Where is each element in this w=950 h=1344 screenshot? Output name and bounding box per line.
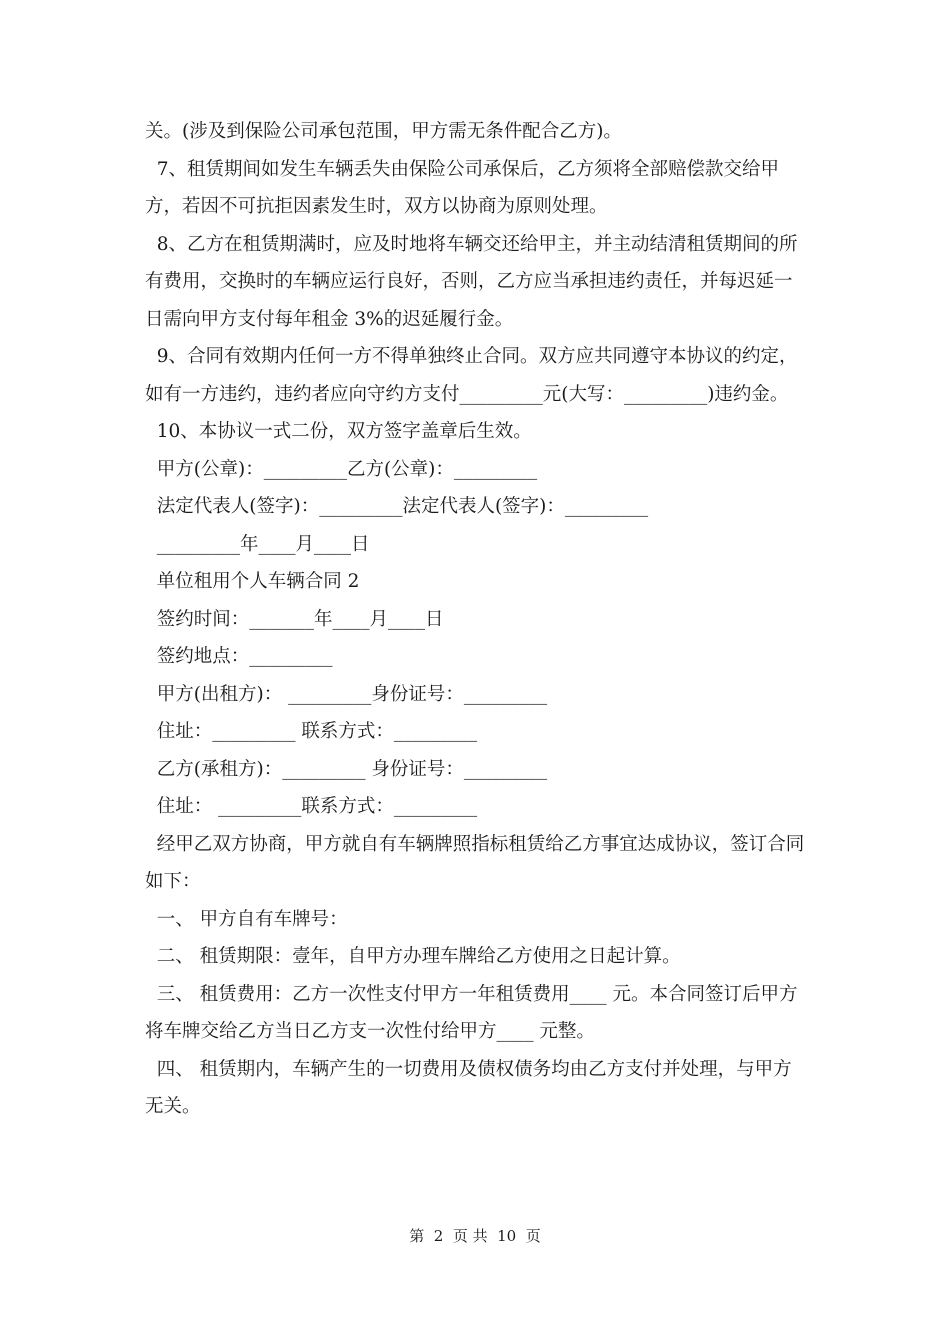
signature-date-line: _________年____月____日 [145, 533, 370, 555]
paragraph-clause-8: 8、乙方在租赁期满时，应及时地将车辆交还给甲主，并主动结清租赁期间的所有费用，交换时的车辆应运行良好，否则，乙方应当承担违约责任，并每迟延一日需向甲方支付每年租金 3%的迟延履行金。 [145, 233, 798, 330]
document-body [145, 113, 805, 1126]
article-3: 三、 租赁费用：乙方一次性支付甲方一年租赁费用____ 元。本合同签订后甲方将车牌交给乙方当日乙方支一次性付给甲方____ 元整。 [145, 983, 798, 1042]
paragraph-clause-10: 10、本协议一式二份，双方签字盖章后生效。 [145, 421, 532, 442]
signature-line-seals: 甲方(公章)：_________乙方(公章)：_________ [145, 458, 538, 480]
party-a-address-line: 住址：_________ 联系方式：_________ [145, 721, 478, 742]
party-b-line: 乙方(承租方)：_________ 身份证号：_________ [145, 758, 548, 780]
signing-place-line: 签约地点：_________ [145, 646, 333, 667]
party-b-address-line: 住址： _________联系方式：_________ [145, 796, 478, 817]
article-1: 一、 甲方自有车牌号： [145, 908, 348, 930]
signing-time-line: 签约时间：_______年____月____日 [145, 608, 444, 630]
paragraph-clause-6-end: 关。(涉及到保险公司承包范围，甲方需无条件配合乙方)。 [145, 121, 622, 142]
agreement-intro: 经甲乙双方协商，甲方就自有车辆牌照指标租赁给乙方事宜达成协议，签订合同如下： [145, 833, 805, 892]
signature-line-representatives: 法定代表人(签字)：_________法定代表人(签字)：_________ [145, 496, 649, 517]
paragraph-clause-7: 7、租赁期间如发生车辆丢失由保险公司承保后，乙方须将全部赔偿款交给甲方，若因不可抗拒因素发生时，双方以协商为原则处理。 [145, 158, 780, 217]
article-2: 二、 租赁期限：壹年，自甲方办理车牌给乙方使用之日起计算。 [145, 946, 681, 967]
article-4: 四、 租赁期内，车辆产生的一切费用及债权债务均由乙方支付并处理，与甲方无关。 [145, 1058, 792, 1117]
party-a-line: 甲方(出租方)： _________身份证号：_________ [145, 683, 548, 705]
paragraph-clause-9: 9、合同有效期内任何一方不得单独终止合同。双方应共同遵守本协议的约定，如有一方违约，违约者应向守约方支付_________元(大写：_________)违约金。 [145, 346, 798, 405]
contract-2-title: 单位租用个人车辆合同 2 [145, 571, 360, 592]
page-number-footer: 第 2 页 共 10 页 [409, 1227, 541, 1245]
